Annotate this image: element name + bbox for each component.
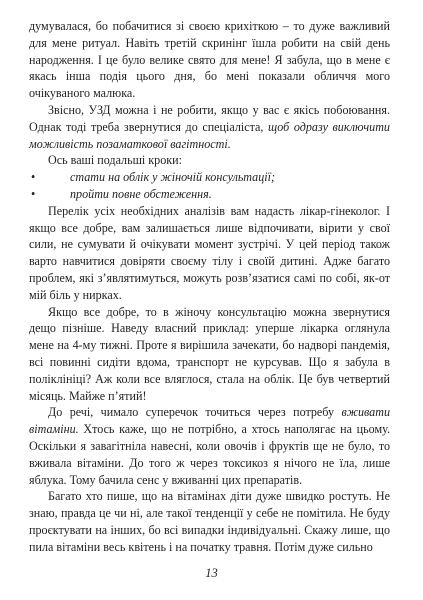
- text-block-before-list: [29, 18, 390, 169]
- paragraph: [29, 152, 390, 169]
- bullet-icon: •: [31, 170, 36, 185]
- paragraph: [29, 304, 390, 405]
- list-item-text: стати на облік у жіночій консультації;: [70, 170, 275, 185]
- paragraph-text: Звісно, УЗД можна і не робити, якщо у вас є якісь побоювання. Однак тоді треба звернутися до спеціаліста,: [29, 102, 390, 134]
- paragraph: [29, 488, 390, 555]
- paragraph-text: Хтось каже, що не потрібно, а хтось наполягає на цьому. Оскільки я завагітніла навесні, коли овочів і фруктів ще не було, то вживала вітаміни. До того ж через токсикоз я нічого не їла, лише яблука. Тому бачила сенс у вживанні цих препаратів.: [29, 422, 390, 487]
- italic-text: вживати вітаміни.: [29, 405, 390, 437]
- paragraph-text: думувалася, бо побачитися зі своєю крихіткою – то дуже важливий для мене ритуал. Навіть третій скринінг їшла робити на свій день народження. І це було велике свято для мене! Я забула, що в мене є якась інша подія цього дня, бо мені показали обличчя мого очікуваного малюка.: [29, 19, 390, 101]
- list-item: [29, 169, 390, 186]
- page-number: 13: [205, 566, 218, 580]
- paragraph-text: Якщо все добре, то в жіночу консультацію можна звернутися дещо пізніше. Наведу власний приклад: уперше лікарка оглянула мене на 4-му тижні. Проте я вирішила зачекати, бо надворі пандемія, всі повинні сидіти вдома, транспорт не курсував. Що я забула в поліклініці? Аж коли все вляглося, стала на облік. Це був четвертий місяць. Майже п’ятий!: [29, 304, 390, 403]
- paragraph-text: Перелік усіх необхідних аналізів вам надасть лікар-гінеколог. І якщо все добре, вам залишається лише відпочивати, вірити у свої сили, не сумувати й очікувати момент зустрічі. У цей період також варто навчитися довіряти своєму тілу і своїй дитині. Адже багато проблем, які з’являтимуться, можуть розв’язатися самі по собі, як-от мій біль у нирках.: [29, 203, 390, 302]
- italic-text: щоб одразу виключити можливість позаматкової вагітності.: [29, 119, 390, 151]
- paragraph: [29, 18, 390, 102]
- paragraph-text: До речі, чимало суперечок точиться через потребу: [48, 405, 342, 420]
- text-block-after-list: [29, 203, 390, 556]
- steps-list: [29, 169, 390, 203]
- paragraph: [29, 102, 390, 152]
- list-item-text: пройти повне обстеження.: [70, 186, 212, 201]
- paragraph-text: Багато хто пише, що на вітамінах діти дуже швидко ростуть. Не знаю, правда це чи ні, але такої тенденції у себе не помітила. Не буду проєктувати на інших, бо всі випадки індивідуальні. Скажу лише, що пила вітаміни весь квітень і на початку травня. Потім дуже сильно: [29, 489, 390, 554]
- paragraph-text: Ось ваші подальші кроки:: [48, 153, 182, 168]
- bullet-icon: •: [31, 186, 36, 201]
- paragraph: [29, 203, 390, 304]
- list-item: [29, 186, 390, 203]
- page-body: [29, 18, 390, 556]
- paragraph: [29, 404, 390, 488]
